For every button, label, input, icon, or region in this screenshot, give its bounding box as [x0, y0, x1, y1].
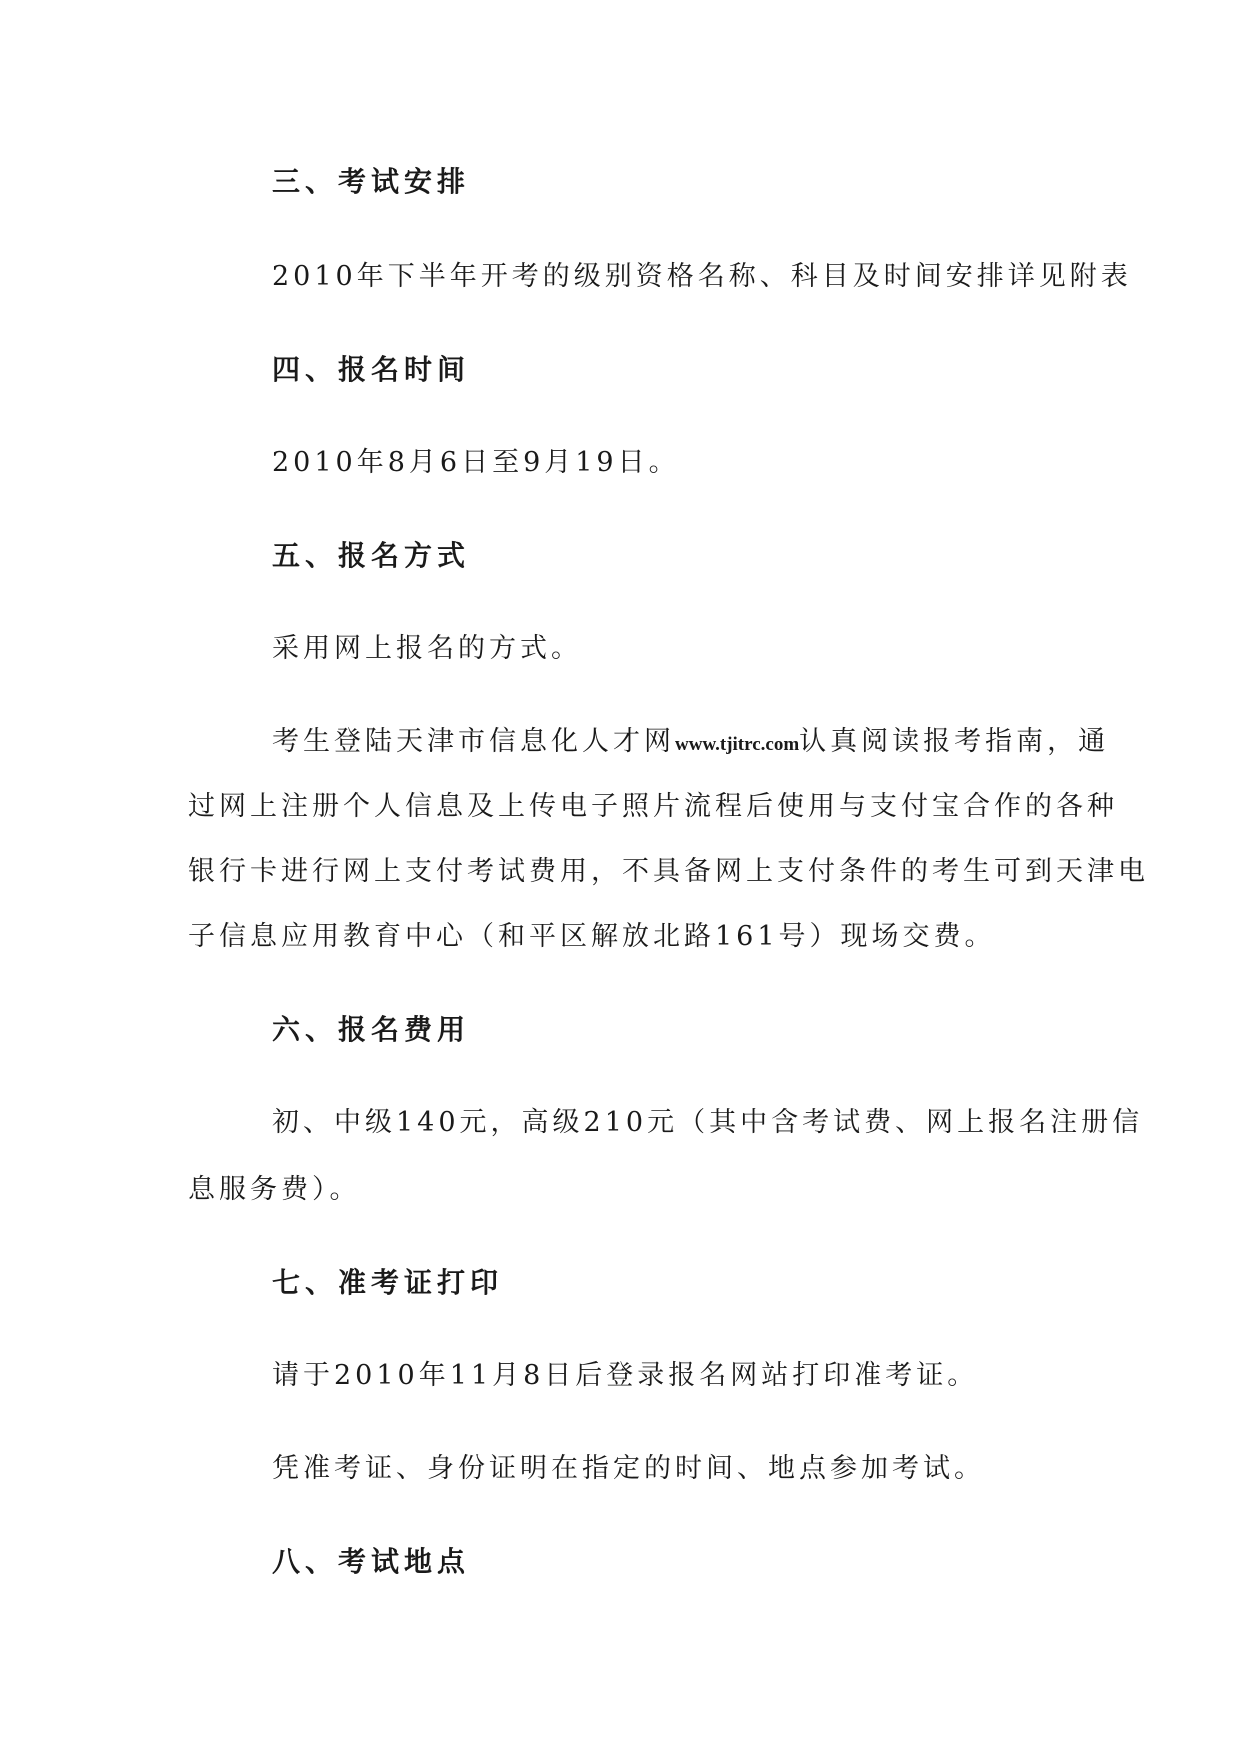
registration-fee-line-1: 初、中级140元，高级210元（其中含考试费、网上报名注册信 — [272, 1107, 1144, 1138]
section-heading-registration-fee: 六、报名费用 — [272, 1013, 471, 1046]
section-heading-exam-schedule: 三、考试安排 — [272, 165, 471, 198]
section-heading-registration-time: 四、报名时间 — [272, 353, 471, 386]
registration-fee-line-2: 息服务费）。 — [188, 1174, 361, 1205]
section-heading-exam-location: 八、考试地点 — [272, 1545, 471, 1578]
registration-method-paragraph-line-1 — [272, 722, 1109, 765]
admission-ticket-text-1: 请于2010年11月8日后登录报名网站打印准考证。 — [272, 1360, 979, 1391]
registration-method-paragraph-line-2: 过网上注册个人信息及上传电子照片流程后使用与支付宝合作的各种 — [188, 791, 1118, 822]
section-heading-registration-method: 五、报名方式 — [272, 539, 471, 572]
registration-time-text: 2010年8月6日至9月19日。 — [272, 447, 680, 478]
website-url: www.tjitrc.com — [675, 734, 800, 755]
registration-method-paragraph-line-3: 银行卡进行网上支付考试费用，不具备网上支付条件的考生可到天津电 — [188, 856, 1149, 887]
registration-method-paragraph-line-4: 子信息应用教育中心（和平区解放北路161号）现场交费。 — [188, 921, 996, 952]
paragraph-start: 考生登陆天津市信息化人才网 — [272, 726, 675, 757]
registration-method-text: 采用网上报名的方式。 — [272, 633, 582, 664]
exam-schedule-text: 2010年下半年开考的级别资格名称、科目及时间安排详见附表 — [272, 261, 1132, 292]
paragraph-end: 认真阅读报考指南，通 — [799, 726, 1110, 757]
admission-ticket-text-2: 凭准考证、身份证明在指定的时间、地点参加考试。 — [272, 1453, 985, 1484]
section-heading-admission-ticket: 七、准考证打印 — [272, 1266, 504, 1299]
